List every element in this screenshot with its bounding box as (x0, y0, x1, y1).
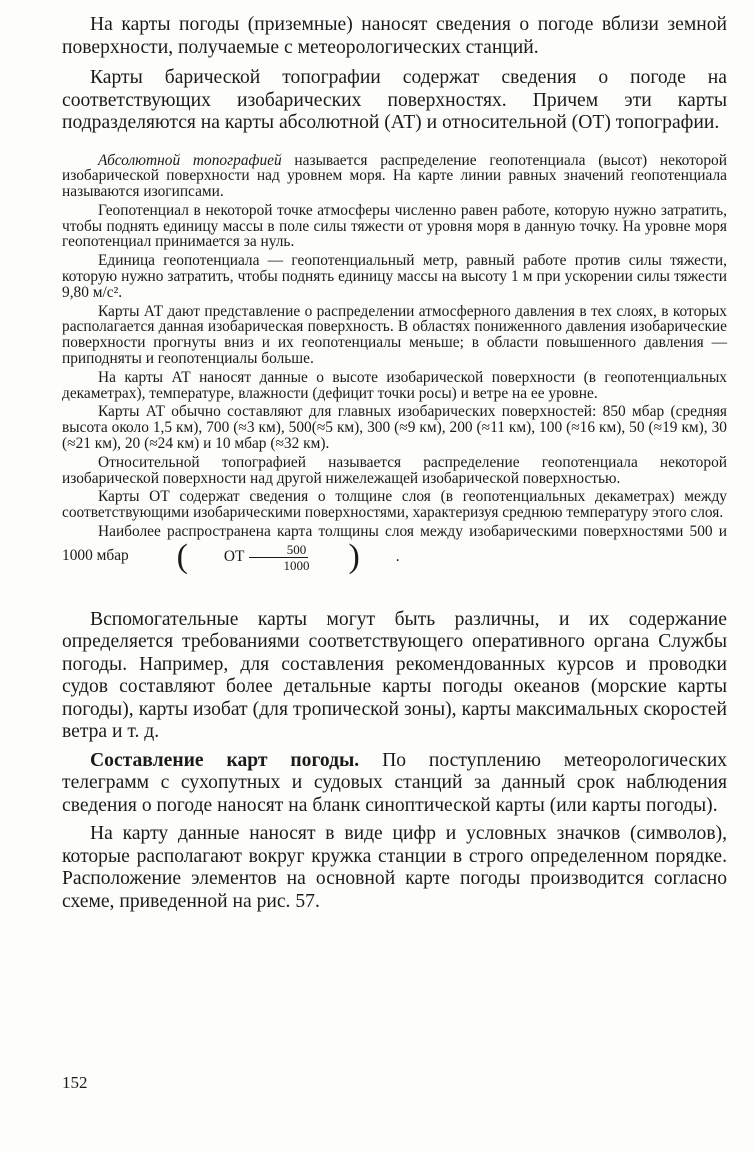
lower-block (62, 609, 727, 914)
intro-paragraph-baric-topography: Карты барической топографии содержат сведения о погоде на соответствующих изобарических поверхностях. Причем эти карты подразделяются на карты абсолютной (АТ) и относительной (ОТ) топографии. (62, 67, 727, 133)
page-body (62, 14, 727, 913)
formula-fraction (245, 542, 311, 573)
at-maps-description: Карты АТ дают представление о распределении атмосферного давления в тех слоях, в которых располагается данная изобарическая поверхность. В областях пониженного давления изобарические поверхности прогнуты вниз и их геопотенциалы меньше; в области повышенного давления — приподняты и геопотенциалы больше. (62, 302, 727, 368)
auxiliary-maps-paragraph: Вспомогательные карты могут быть различны, и их содержание определяется требованиями соответствующего оперативного органа Службы погоды. Например, для составления рекомендованных курсов и проводки судов составляют более детальные карты погоды океанов (морские карты погоды), карты изобат (для тропической зоны), карты максимальных скоростей ветра и т. д. (62, 608, 727, 743)
ot-thickness-paragraph (62, 523, 727, 576)
map-compilation-text: По поступлению метеорологических телеграмм с сухопутных и судовых станций за данный срок наблюдения сведения о погоде наносят на бланк синоптической карты (или карты погоды). (62, 749, 727, 816)
section-heading-map-compilation: Составление карт погоды. (90, 749, 360, 771)
formula-ot (141, 538, 400, 576)
ot-thickness-text: Наиболее распространена карта толщины слоя между изобарическими поверхностями 500 и 1000 мбар (62, 523, 727, 564)
formula-close-paren: ) (348, 538, 360, 576)
formula-prefix: ОТ (223, 548, 245, 566)
formula-open-paren: ( (176, 538, 188, 576)
formula-numerator: 500 (249, 542, 309, 558)
at-maps-data: На карты АТ наносят данные о высоте изобарической поверхности (в геопотенциальных декаметрах), температуре, влажности (дефицит точки росы) и ветре на ее уровне. (62, 368, 727, 402)
term-absolute-topography: Абсолютной топографией (98, 151, 282, 169)
formula-period: . (395, 548, 400, 566)
geopotential-unit: Единица геопотенциала — геопотенциальный метр, равный работе против силы тяжести, которую нужно затратить, чтобы поднять единицу массы на высоту 1 м при ускорении силы тяжести 9,80 м/с². (62, 252, 727, 301)
definition-relative-topography: Относительной топографией называется распределение геопотенциала некоторой изобарической поверхности над другой нижележащей изобарической поверхностью. (62, 453, 727, 487)
small-print-block (62, 151, 727, 576)
ot-maps-description: Карты ОТ содержат сведения о толщине слоя (в геопотенциальных декаметрах) между соответствующими изобарическими поверхностями, характеризуя среднюю температуру этого слоя. (62, 488, 727, 522)
map-compilation-paragraph (62, 750, 727, 818)
page-number: 152 (62, 1073, 88, 1092)
at-maps-surfaces: Карты АТ обычно составляют для главных изобарических поверхностей: 850 мбар (средняя высота около 1,5 км), 700 (≈3 км), 500(≈5 км), 300 (≈9 км), 200 (≈11 км), 100 (≈16 км), 50 (≈19 км), 30 (≈21 км), 20 (≈24 км) и 10 мбар (≈32 км). (62, 403, 727, 453)
intro-paragraph-surface-maps: На карты погоды (приземные) наносят сведения о погоде вблизи земной поверхности, получаемые с метеорологических станций. (62, 14, 727, 58)
definition-absolute-topography (62, 153, 727, 200)
definition-absolute-topography-text: называется распределение геопотенциала (высот) некоторой изобарической поверхности над уровнем моря. На карте линии равных значений геопотенциала называются изогипсами. (62, 151, 727, 201)
formula-denominator: 1000 (283, 557, 310, 573)
definition-geopotential: Геопотенциал в некоторой точке атмосферы численно равен работе, которую нужно затратить, чтобы поднять единицу массы в поле силы тяжести от уровня моря в данную точку. На уровне моря геопотенциал принимается за нуль. (62, 201, 727, 251)
plotting-paragraph: На карту данные наносят в виде цифр и условных значков (символов), которые располагают вокруг кружка станции в строго определенном порядке. Расположение элементов на основной карте погоды производится согласно схеме, приведенной на рис. 57. (62, 823, 727, 912)
